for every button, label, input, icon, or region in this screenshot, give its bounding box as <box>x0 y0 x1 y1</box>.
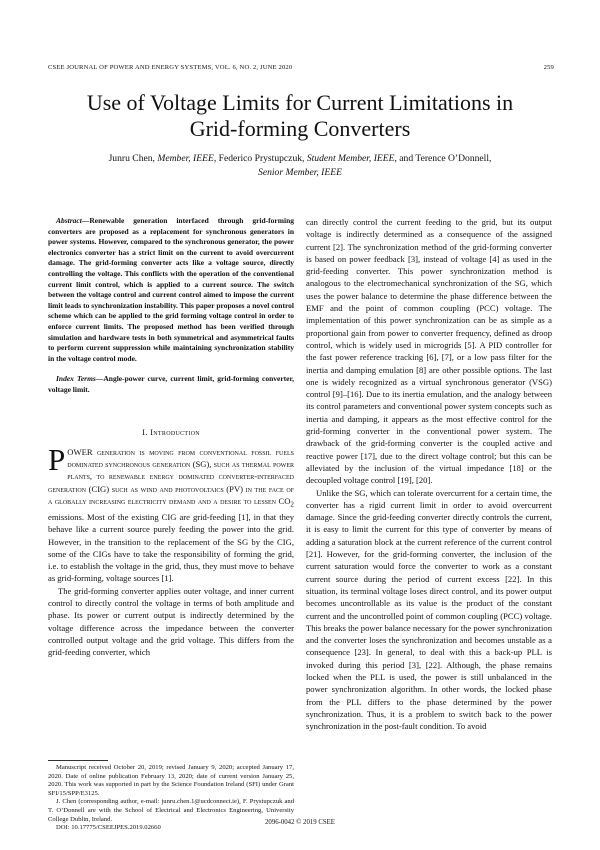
title-line-2: Grid-forming Converters <box>189 116 411 141</box>
section-title: Introduction <box>150 426 200 437</box>
author-1-role: Member, IEEE <box>157 153 214 164</box>
section-numeral: I. <box>142 426 148 437</box>
right-paragraph-2: Unlike the SG, which can tolerate overcurrent for a certain time, the converter has a rigid current limit in order to avoid overcurrent damage. Since the grid-feeding converter directly controls the current, it is easy to limit the current for this type of converter by means of adding a saturation block at the current reference of the current control [21]. However, for the grid-forming converter, the inclusion of the current saturation would force the converter to work as a constant current source during the period of current excess [22]. In this situation, its terminal voltage loses direct control, and its power output becomes uncontrollable as its value is the product of the constant current and the uncontrolled point of common coupling (PCC) voltage. This breaks the power balance necessary for the power synchronization and the converter loses the synchronization and becomes unstable as a consequence [23]. In general, to deal with this a back-up PLL is invoked during this period [3], [22]. Although, the phase remains locked when the PLL is used, the power is still unbalanced in the power synchronization algorithm. In other words, the locked phase from the PLL differs to the phase determined by the power synchronization. Thus, it is a problem to switch back to the power synchronization in the post-fault condition. To avoid <box>306 487 552 732</box>
abstract <box>48 216 294 364</box>
right-column <box>306 216 552 732</box>
footnote-affiliation: J. Chen (corresponding author, e-mail: junru.chen.1@ucdconnect.ie), F. Prystupczuk and T. O’Donnell are with the School of Electrical and Electronics Engineering, University College Dublin, Ireland. <box>48 798 294 823</box>
author-3-name: , and Terence O’Donnell, <box>394 153 492 164</box>
author-2-role: Student Member, IEEE <box>306 153 395 164</box>
footnote-divider <box>48 760 108 761</box>
left-column <box>48 216 294 659</box>
co2-subscript: 2 <box>290 500 294 509</box>
running-header <box>48 64 554 74</box>
author-2-name: , Federico Prystupczuk, <box>213 153 305 164</box>
abstract-text: Renewable generation interfaced through grid-forming converters are proposed as a replacement for synchronous generators in power systems. However, compared to the synchronous generator, the power electronics converter has a strict limit on the current to avoid overcurrent damage. The grid-forming converter acts like a voltage source, directly controlling the voltage. This conflicts with the operation of the conventional current limit control, which is applied to a current source. The switch between the voltage control and current control aimed to impose the current limit leads to synchronization instability. This paper proposes a novel control scheme which can be applied to the grid forming voltage control in order to enforce current limits. The proposed method has been verified through simulation and hardware tests in both symmetrical and asymmetrical faults to perform current suppression while maintaining synchronization stability in the voltage control mode. <box>48 216 294 363</box>
drop-cap: P <box>48 441 66 477</box>
footnote-manuscript: Manuscript received October 20, 2019; revised January 9, 2020; accepted January 17, 2020. Date of online publication February 13, 2020; date of current version January 25, 2020. This work was supported in part by the Science Foundation Ireland (SFI) under Grant SFI/15/SPP/E3125. <box>48 764 294 797</box>
index-terms-label: Index Terms— <box>56 374 104 384</box>
title-line-1: Use of Voltage Limits for Current Limitations in <box>86 90 514 115</box>
page-number: 259 <box>543 64 554 71</box>
section-heading <box>48 426 294 438</box>
author-list <box>48 152 552 179</box>
author-3-role: Senior Member, IEEE <box>258 166 342 178</box>
copyright-footer: 2096-0042 © 2019 CSEE <box>265 819 335 826</box>
intro-paragraph-1 <box>48 441 294 585</box>
intro-p1-rest: emissions. Most of the existing CIG are grid-feeding [1], in that they behave like a current source purely feeding the power into the grid. However, in the transition to the replacement of the SG by the CIG, some of the CIGs have to take the responsibility of forming the grid, i.e. to establish the voltage in the grid, thus, they must move to behave as grid-forming, voltage sources [1]. <box>48 512 294 584</box>
paper-title <box>40 90 560 142</box>
intro-lead: OWER generation is moving from conventional fossil fuels dominated synchronous generation (SG), such as thermal power plants, to renewable energy dominated converter-interfaced generation (CIG) such as wind and photovoltaics (PV) in the face of a globally increasing electricity demand and a desire to lessen CO <box>48 446 294 506</box>
abstract-label: Abstract— <box>56 216 90 225</box>
index-terms-text: Angle-power curve, current limit, grid-forming converter, voltage limit. <box>48 374 294 394</box>
right-paragraph-1: can directly control the current feeding to the grid, but its output voltage is indirectly determined as a consequence of the assigned current [2]. The synchronization method of the grid-forming converter is based on power feedback [3], instead of voltage [4] as used in the grid-feeding converter. This power synchronization method is analogous to the electromechanical synchronization of the SG, which uses the power balance to determine the phase difference between the EMF and the point of common coupling (PCC) voltage. The implementation of this power synchronization can be as simple as a proportional gain from power to converter frequency, defined as droop control, which is widely used in microgrids [5]. A PID controller for the fast power reference tracking [6], [7], or a low pass filter for the inertia and damping emulation [8] are other possible options. The last one is widely recognized as a virtual synchronous generator (VSG) control [9]–[16]. Due to its inertia emulation, and the analogy between its control parameters and conventional power system concepts such as inertia and damping, it appears as the most effective control for the grid-forming converter in the conventional power system. The drawback of the grid-forming converter is the coupled active and reactive power [17], due to the direct voltage control; but this can be alleviated by the inclusion of the virtual impedance [18] or the decoupled voltage control [19], [20]. <box>306 217 552 486</box>
intro-paragraph-2: The grid-forming converter applies outer voltage, and inner current control to directly control the voltage in terms of both amplitude and phase. Its power or current output is indirectly determined by the voltage difference across the impedance between the converter controlled output voltage and the grid voltage. This differs from the grid-feeding converter, which <box>48 585 294 658</box>
author-1-name: Junru Chen, <box>108 153 155 164</box>
index-terms <box>48 374 294 395</box>
footnote-doi: DOI: 10.17775/CSEEJPES.2019.02660 <box>56 824 161 832</box>
journal-citation: CSEE JOURNAL OF POWER AND ENERGY SYSTEMS, VOL. 6, NO. 2, JUNE 2020 <box>48 64 293 71</box>
